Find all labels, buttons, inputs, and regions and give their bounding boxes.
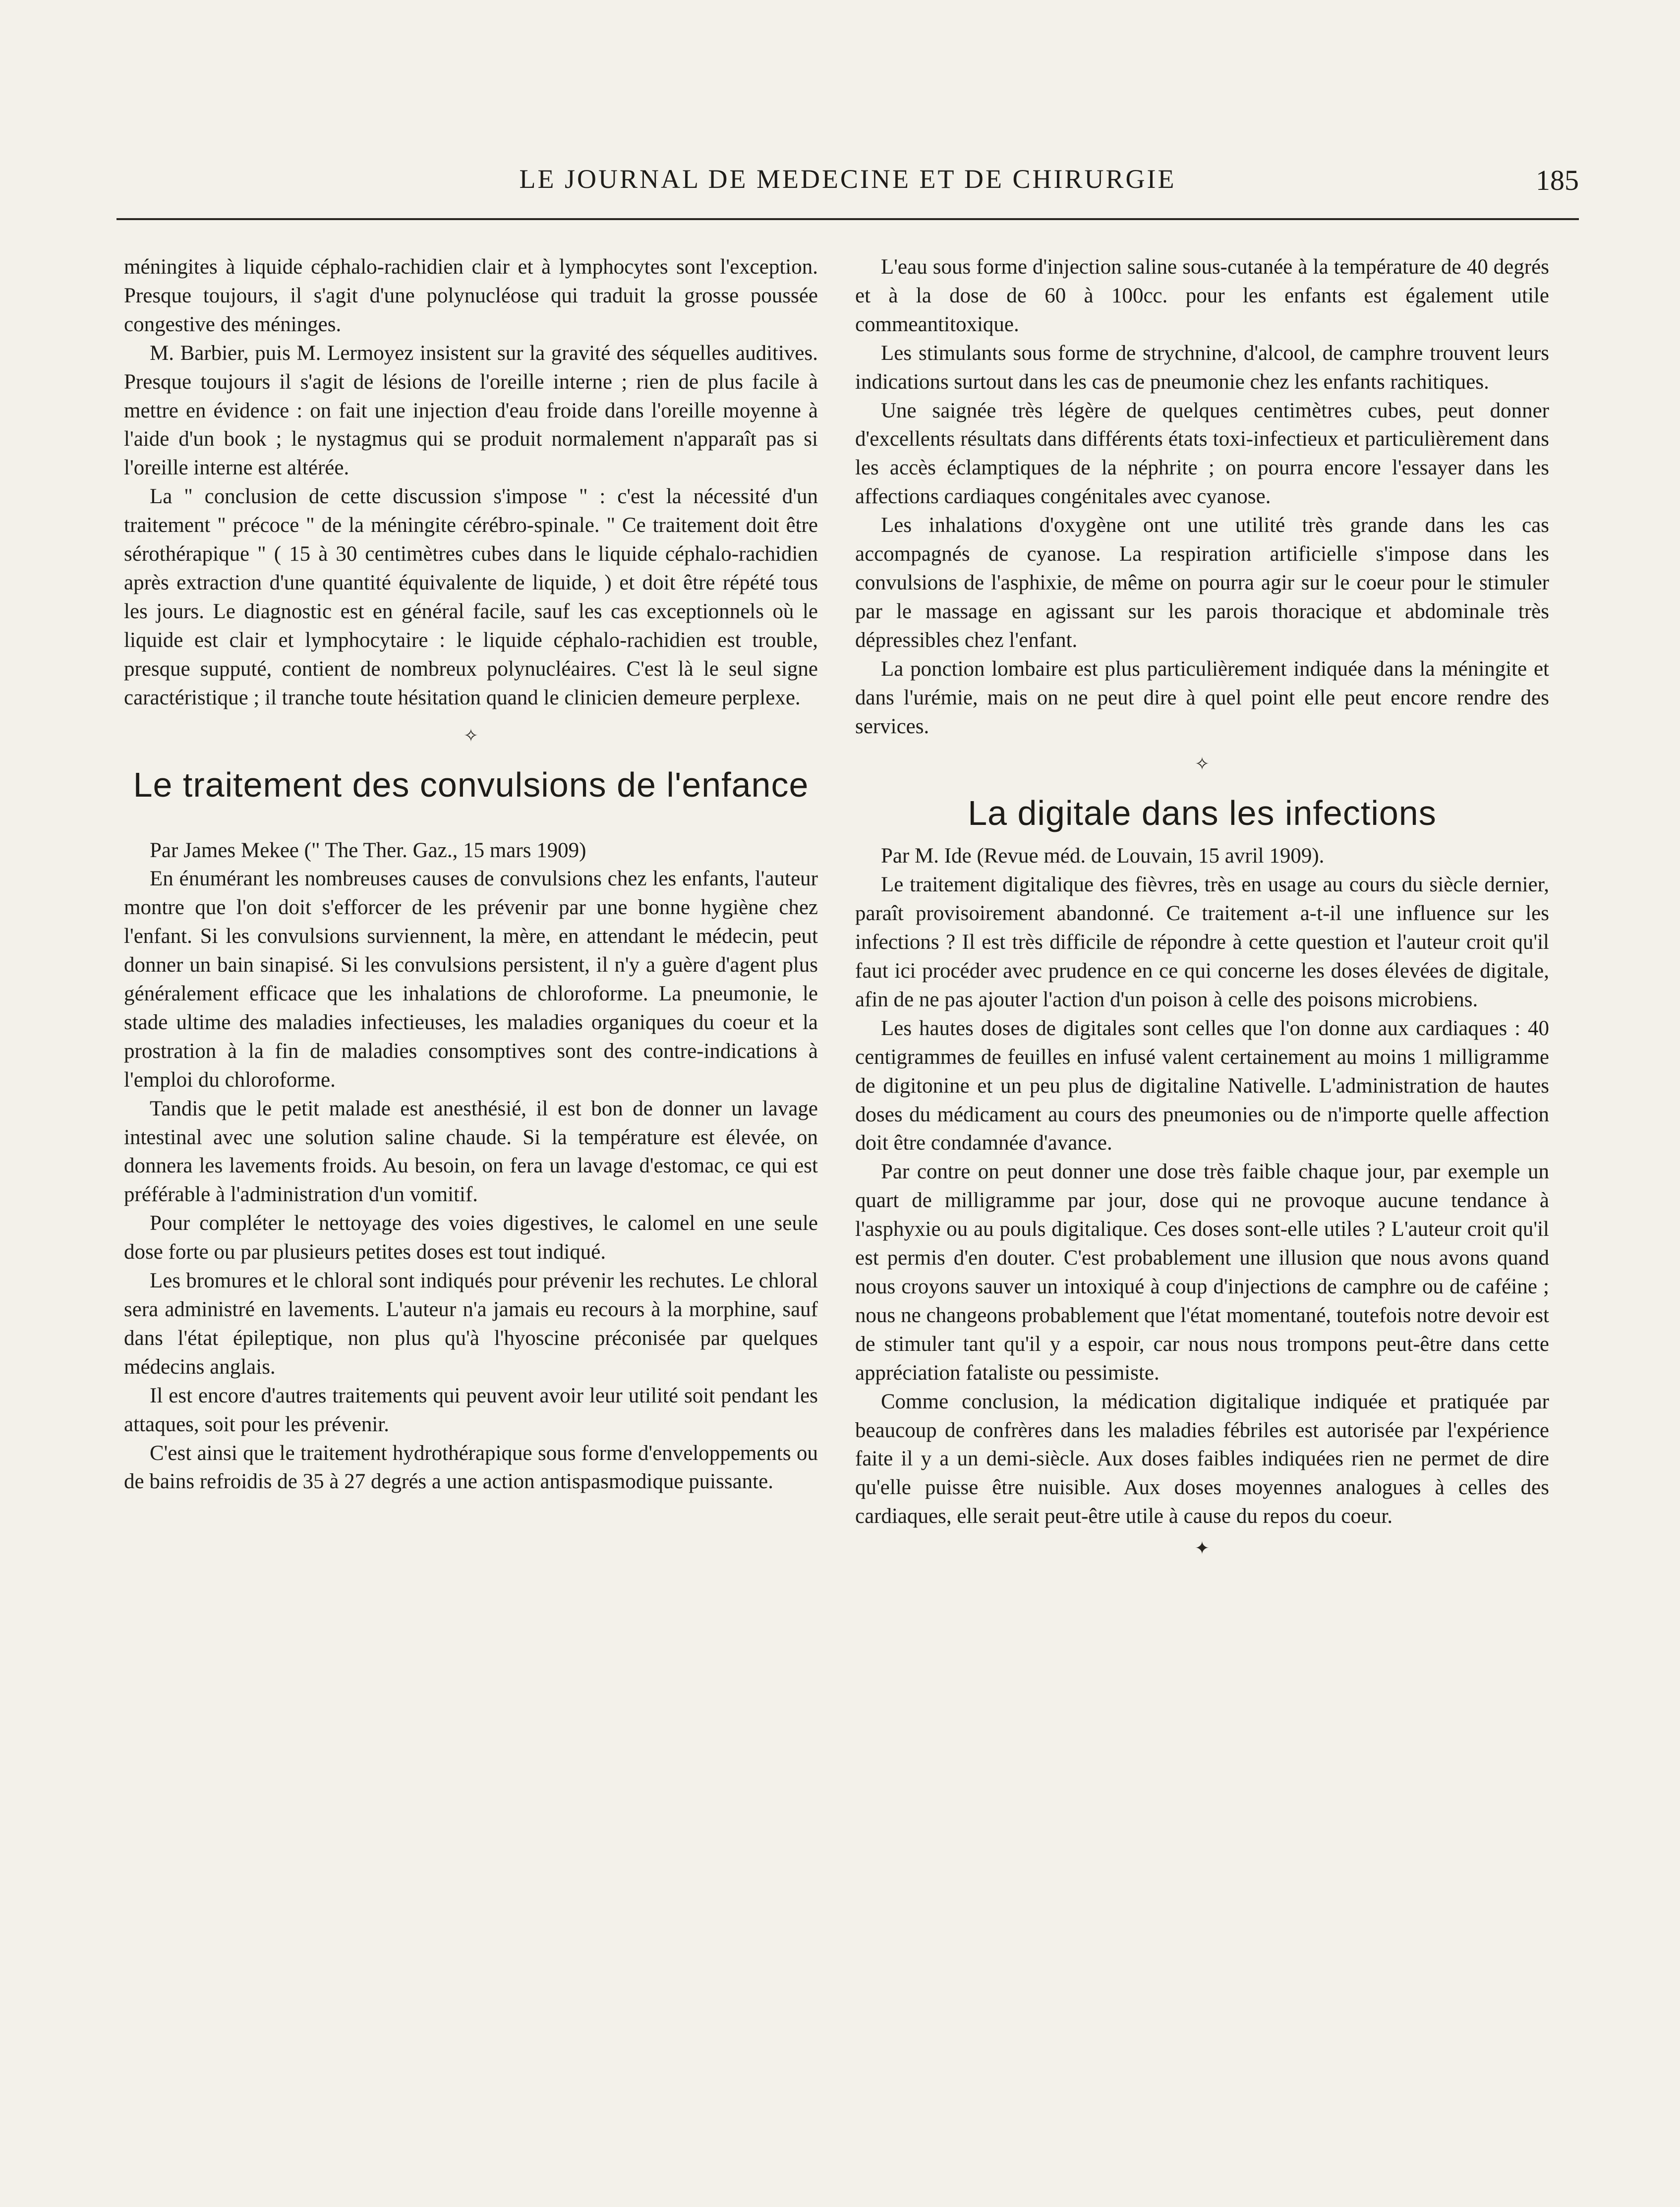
paragraph: Tandis que le petit malade est anesthésié, il est bon de donner un lavage intestinal avec une solution saline chaude. Si la température est élevée, on donnera les lavements froids. Au besoin, on fera un lavage d'estomac, ce qui est préférable à l'administration d'un vomitif. bbox=[124, 1097, 818, 1207]
running-title: LE JOURNAL DE MEDECINE ET DE CHIRURGIE bbox=[519, 164, 1176, 194]
separator-ornament: ✧ bbox=[463, 725, 479, 746]
paragraph: M. Barbier, puis M. Lermoyez insistent sur la gravité des séquelles auditives. Presque toujours il s'agit de lésions de l'oreille interne ; rien de plus facile à mettre en évidence : on fait une injection d'eau froide dans l'oreille moyenne à l'aide d'un book ; le nystagmus qui se produit normalement n'apparaît pas si l'oreille interne est altérée. bbox=[124, 341, 818, 480]
left-column bbox=[124, 253, 818, 1496]
paragraph: L'eau sous forme d'injection saline sous-cutanée à la température de 40 degrés et à la dose de 60 à 100cc. pour les enfants est également utile commeantitoxique. bbox=[855, 255, 1549, 336]
article-title: Le traitement des convulsions de l'enfance bbox=[133, 765, 809, 804]
paragraph: Les inhalations d'oxygène ont une utilité très grande dans les cas accompagnés de cyanose. La respiration artificielle s'impose dans les convulsions de l'asphixie, de même on pourra agir sur le coeur pour le stimuler par le massage en agissant sur les parois thoracique et abdominale très dépressibles chez l'enfant. bbox=[855, 514, 1549, 652]
paragraph: Une saignée très légère de quelques centimètres cubes, peut donner d'excellents résultats dans différents états toxi-infectieux et particulièrement dans les accès éclamptiques de la néphrite ; on pourra encore l'essayer dans les affections cardiaques congénitales avec cyanose. bbox=[855, 399, 1549, 509]
article-byline: Par James Mekee (" The Ther. Gaz., 15 mars 1909) bbox=[150, 838, 586, 862]
paragraph: Le traitement digitalique des fièvres, très en usage au cours du siècle dernier, paraît provisoirement abandonné. Ce traitement a-t-il une influence sur les infections ? Il est très difficile de répondre à cette question et l'auteur croit qu'il faut ici procéder avec prudence en ce qui concerne les doses élevées de digitale, afin de ne pas ajouter l'action d'un poison à celle des poisons microbiens. bbox=[855, 873, 1549, 1011]
paragraph: Par contre on peut donner une dose très faible chaque jour, par exemple un quart de milligramme par jour, dose qui ne provoque aucune tendance à l'asphyxie ou au pouls digitalique. Ces doses sont-elle utiles ? L'auteur croit qu'il est permis d'en douter. C'est probablement une illusion que nous avons quand nous croyons sauver un intoxiqué à coup d'injections de camphre ou de caféine ; nous ne changeons probablement que l'état momentané, toutefois notre devoir est de stimuler tant qu'il y a espoir, car nous nous trompons peut-être dans cette appréciation fataliste ou pessimiste. bbox=[855, 1160, 1549, 1385]
paragraph: Les hautes doses de digitales sont celles que l'on donne aux cardiaques : 40 centigrammes de feuilles en infusé valent certainement au moins 1 milligramme de digitonine et un peu plus de digitaline Nativelle. L'administration de hautes doses du médicament au cours des pneumonies ou de n'importe quelle affection doit être condamnée d'avance. bbox=[855, 1016, 1549, 1155]
paragraph: Pour compléter le nettoyage des voies digestives, le calomel en une seule dose forte ou par plusieurs petites doses est tout indiqué. bbox=[124, 1212, 818, 1264]
paragraph: Les stimulants sous forme de strychnine, d'alcool, de camphre trouvent leurs indications surtout dans les cas de pneumonie chez les enfants rachitiques. bbox=[855, 341, 1549, 394]
paragraph: En énumérant les nombreuses causes de convulsions chez les enfants, l'auteur montre que l'on doit s'efforcer de les prévenir par une bonne hygiène chez l'enfant. Si les convulsions surviennent, la mère, en attendant le médecin, peut donner un bain sinapisé. Si les convulsions persistent, il n'y a guère d'agent plus généralement efficace que les inhalations de chloroforme. La pneumonie, le stade ultime des maladies infectieuses, les maladies organiques du coeur et la prostration à la fin de maladies consomptives sont des contre-indications à l'emploi du chloroforme. bbox=[124, 867, 818, 1092]
paragraph: Comme conclusion, la médication digitalique indiquée et pratiquée par beaucoup de confrères dans les maladies fébriles est autorisée par l'expérience faite il y a un demi-siècle. Aux doses faibles indiquées rien ne permet de dire qu'elle puisse être nuisible. Aux doses moyennes analogues à celles des cardiaques, elle serait peut-être utile à cause du repos du coeur. bbox=[855, 1390, 1549, 1528]
paragraph: La " conclusion de cette discussion s'impose " : c'est la nécessité d'un traitement " précoce " de la méningite cérébro-spinale. " Ce traitement doit être sérothérapique " ( 15 à 30 centimètres cubes dans le liquide céphalo-rachidien après extraction d'une quantité équivalente de liquide, ) et doit être répété tous les jours. Le diagnostic est en général facile, sauf les cas exceptionnels où le liquide est clair et lymphocytaire : le liquide céphalo-rachidien est trouble, presque supputé, contient de nombreux polynucléaires. C'est là le seul signe caractéristique ; il tranche toute hésitation quand le clinicien demeure perplexe. bbox=[124, 485, 818, 709]
paragraph: méningites à liquide céphalo-rachidien clair et à lymphocytes sont l'exception. Presque toujours, il s'agit d'une polynucléose qui traduit la grosse poussée congestive des méninges. bbox=[124, 255, 818, 336]
end-ornament: ✦ bbox=[1194, 1538, 1210, 1559]
page-header bbox=[116, 164, 1579, 223]
paragraph: La ponction lombaire est plus particulièrement indiquée dans la méningite et dans l'urémie, mais on ne peut dire à quel point elle peut encore rendre des services. bbox=[855, 657, 1549, 738]
separator-ornament: ✧ bbox=[1194, 754, 1210, 775]
article-title: La digitale dans les infections bbox=[968, 794, 1437, 833]
paragraph: Les bromures et le chloral sont indiqués pour prévenir les rechutes. Le chloral sera administré en lavements. L'auteur n'a jamais eu recours à la morphine, sauf dans l'état épileptique, non plus qu'à l'hyoscine préconisée par quelques médecins anglais. bbox=[124, 1269, 818, 1379]
paragraph: C'est ainsi que le traitement hydrothérapique sous forme d'enveloppements ou de bains refroidis de 35 à 27 degrés a une action antispasmodique puissante. bbox=[124, 1441, 818, 1494]
article-byline: Par M. Ide (Revue méd. de Louvain, 15 avril 1909). bbox=[881, 844, 1325, 868]
right-column bbox=[855, 253, 1549, 1577]
header-rule bbox=[116, 218, 1579, 220]
paragraph: Il est encore d'autres traitements qui peuvent avoir leur utilité soit pendant les attaques, soit pour les prévenir. bbox=[124, 1384, 818, 1436]
page-number: 185 bbox=[1536, 164, 1579, 196]
